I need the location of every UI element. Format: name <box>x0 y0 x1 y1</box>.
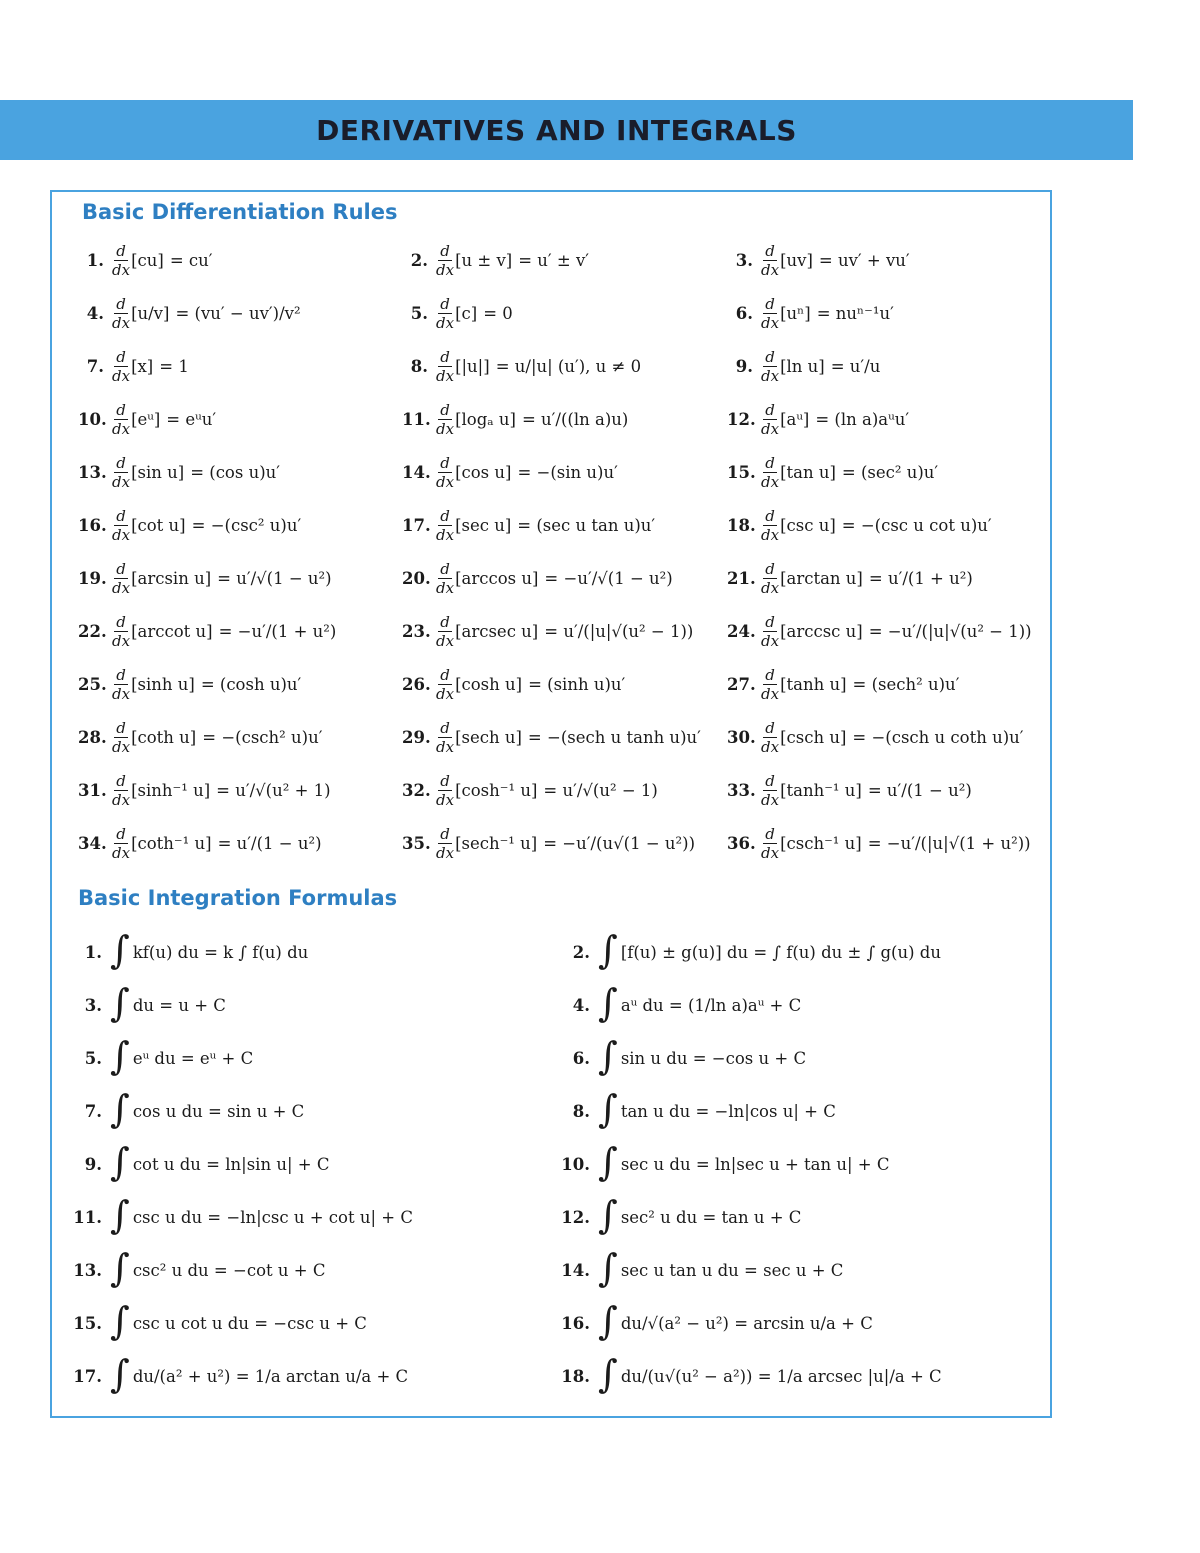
rule-rhs: = −(csc² u)u′ <box>191 515 302 535</box>
d-dx-operator: d dx <box>436 506 455 544</box>
rule-lhs: [arcsec u] <box>455 621 539 641</box>
integral-sign-icon: ∫ <box>110 928 130 972</box>
rule-number: 1. <box>86 250 104 270</box>
rule-number: 14. <box>561 1260 590 1280</box>
integral-expression: du = u + C <box>132 995 226 1015</box>
rule-number: 2. <box>410 250 428 270</box>
rule-number: 9. <box>735 356 753 376</box>
d-dx-operator: d dx <box>436 771 455 809</box>
rule-number: 36. <box>727 833 756 853</box>
diff-rule-14 <box>402 448 618 496</box>
rule-rhs: = (sinh u)u′ <box>528 674 626 694</box>
int-rule-9 <box>72 1138 329 1190</box>
rule-lhs: [cosh u] <box>455 674 523 694</box>
int-rule-1 <box>72 926 308 978</box>
diff-rule-5 <box>402 289 513 337</box>
integral-sign-icon: ∫ <box>598 1140 618 1184</box>
integral-expression: sec u tan u du = sec u + C <box>620 1260 844 1280</box>
page-title: DERIVATIVES AND INTEGRALS <box>316 113 797 147</box>
rule-number: 10. <box>78 409 107 429</box>
rule-rhs: = (vu′ − uv′)/v² <box>175 303 301 323</box>
rule-number: 32. <box>402 780 431 800</box>
rule-number: 16. <box>561 1313 590 1333</box>
rule-number: 25. <box>78 674 107 694</box>
int-rule-13 <box>72 1244 325 1296</box>
rule-number: 16. <box>78 515 107 535</box>
d-dx-operator: d dx <box>112 506 131 544</box>
integral-expression: du/(a² + u²) = 1/a arctan u/a + C <box>132 1366 409 1386</box>
d-dx-operator: d dx <box>761 824 780 862</box>
d-dx-operator: d dx <box>112 400 131 438</box>
integral-expression: csc u du = −ln|csc u + cot u| + C <box>132 1207 413 1227</box>
diff-rule-1 <box>78 236 213 284</box>
rule-lhs: [u ± v] <box>455 250 513 270</box>
rule-rhs: = −u′/(|u|√(u² − 1)) <box>868 621 1032 641</box>
diff-rule-34 <box>78 819 322 867</box>
rule-rhs: = u′/√(u² − 1) <box>543 780 658 800</box>
rule-rhs: = −(csch² u)u′ <box>202 727 323 747</box>
diff-rule-24 <box>727 607 1032 655</box>
integral-expression: sec u du = ln|sec u + tan u| + C <box>620 1154 890 1174</box>
title-banner <box>0 100 1133 160</box>
rule-number: 8. <box>572 1101 590 1121</box>
rule-lhs: [ln u] <box>780 356 825 376</box>
integral-sign-icon: ∫ <box>598 1193 618 1237</box>
diff-rule-8 <box>402 342 641 390</box>
int-rule-10 <box>560 1138 890 1190</box>
rule-number: 9. <box>84 1154 102 1174</box>
rule-number: 3. <box>735 250 753 270</box>
d-dx-operator: d dx <box>761 241 780 279</box>
rule-lhs: [coth⁻¹ u] <box>131 833 212 853</box>
diff-rule-22 <box>78 607 336 655</box>
integral-expression: cot u du = ln|sin u| + C <box>132 1154 330 1174</box>
rule-rhs: = u′/(|u|√(u² − 1)) <box>544 621 694 641</box>
rule-number: 24. <box>727 621 756 641</box>
diff-rule-10 <box>78 395 216 443</box>
rule-number: 5. <box>410 303 428 323</box>
rule-number: 8. <box>410 356 428 376</box>
integral-expression: tan u du = −ln|cos u| + C <box>620 1101 836 1121</box>
diff-rule-25 <box>78 660 301 708</box>
d-dx-operator: d dx <box>112 771 131 809</box>
d-dx-operator: d dx <box>112 294 131 332</box>
rule-number: 6. <box>735 303 753 323</box>
rule-number: 15. <box>73 1313 102 1333</box>
rule-rhs: = (ln a)aᵘu′ <box>815 409 910 429</box>
rule-lhs: [coth u] <box>131 727 197 747</box>
diff-rule-13 <box>78 448 280 496</box>
diff-rule-20 <box>402 554 673 602</box>
d-dx-operator: d dx <box>761 400 780 438</box>
rule-number: 29. <box>402 727 431 747</box>
d-dx-operator: d dx <box>761 771 780 809</box>
int-rule-17 <box>72 1350 408 1402</box>
rule-lhs: [arctan u] <box>780 568 863 588</box>
diff-rule-2 <box>402 236 589 284</box>
rule-number: 13. <box>78 462 107 482</box>
diff-rule-28 <box>78 713 322 761</box>
integral-expression: cos u du = sin u + C <box>132 1101 305 1121</box>
rule-number: 27. <box>727 674 756 694</box>
rule-rhs: = u′/((ln a)u) <box>521 409 629 429</box>
rule-lhs: [arccos u] <box>455 568 539 588</box>
rule-rhs: = −(sech u tanh u)u′ <box>527 727 701 747</box>
int-rule-11 <box>72 1191 413 1243</box>
diff-rule-19 <box>78 554 332 602</box>
int-rule-16 <box>560 1297 873 1349</box>
integral-sign-icon: ∫ <box>598 1299 618 1343</box>
rule-number: 28. <box>78 727 107 747</box>
diff-rule-26 <box>402 660 625 708</box>
diff-rule-16 <box>78 501 301 549</box>
rule-lhs: [sin u] <box>131 462 185 482</box>
rule-rhs: = cu′ <box>169 250 213 270</box>
integral-expression: sin u du = −cos u + C <box>620 1048 807 1068</box>
integral-sign-icon: ∫ <box>598 1352 618 1396</box>
rule-lhs: [c] <box>455 303 478 323</box>
diff-heading: Basic Differentiation Rules <box>82 200 398 224</box>
integral-expression: du/(u√(u² − a²)) = 1/a arcsec |u|/a + C <box>620 1366 942 1386</box>
diff-rule-29 <box>402 713 701 761</box>
integral-expression: eᵘ du = eᵘ + C <box>132 1048 254 1068</box>
rule-number: 11. <box>402 409 431 429</box>
integral-sign-icon: ∫ <box>110 1193 130 1237</box>
d-dx-operator: d dx <box>436 665 455 703</box>
diff-rule-11 <box>402 395 628 443</box>
rule-rhs: = uv′ + vu′ <box>818 250 910 270</box>
int-rule-7 <box>72 1085 304 1137</box>
diff-rule-32 <box>402 766 658 814</box>
d-dx-operator: d dx <box>761 718 780 756</box>
rule-number: 35. <box>402 833 431 853</box>
rule-number: 30. <box>727 727 756 747</box>
rule-lhs: [|u|] <box>455 356 490 376</box>
d-dx-operator: d dx <box>761 453 780 491</box>
rule-lhs: [sinh⁻¹ u] <box>131 780 211 800</box>
rule-rhs: = −(sin u)u′ <box>517 462 618 482</box>
integral-sign-icon: ∫ <box>110 1299 130 1343</box>
integral-sign-icon: ∫ <box>110 1034 130 1078</box>
rule-number: 15. <box>727 462 756 482</box>
rule-number: 17. <box>402 515 431 535</box>
diff-rule-17 <box>402 501 655 549</box>
integral-sign-icon: ∫ <box>110 1246 130 1290</box>
d-dx-operator: d dx <box>436 347 455 385</box>
rule-rhs: = u′/(1 + u²) <box>868 568 973 588</box>
integral-expression: [f(u) ± g(u)] du = ∫ f(u) du ± ∫ g(u) du <box>620 942 941 962</box>
diff-rule-12 <box>727 395 909 443</box>
rule-lhs: [logₐ u] <box>455 409 516 429</box>
rule-rhs: = (sec² u)u′ <box>841 462 939 482</box>
rule-number: 20. <box>402 568 431 588</box>
integral-expression: aᵘ du = (1/ln a)aᵘ + C <box>620 995 802 1015</box>
rule-number: 2. <box>572 942 590 962</box>
rule-rhs: = u/|u| (u′), u ≠ 0 <box>495 356 642 376</box>
d-dx-operator: d dx <box>436 824 455 862</box>
int-rule-2 <box>560 926 941 978</box>
rule-number: 26. <box>402 674 431 694</box>
integral-expression: sec² u du = tan u + C <box>620 1207 802 1227</box>
int-rule-5 <box>72 1032 253 1084</box>
int-rule-4 <box>560 979 801 1031</box>
integral-expression: csc u cot u du = −csc u + C <box>132 1313 367 1333</box>
integral-sign-icon: ∫ <box>110 981 130 1025</box>
rule-rhs: = u′/√(1 − u²) <box>217 568 332 588</box>
rule-rhs: = u′/(1 − u²) <box>867 780 972 800</box>
d-dx-operator: d dx <box>112 453 131 491</box>
diff-rule-6 <box>727 289 894 337</box>
integral-sign-icon: ∫ <box>598 981 618 1025</box>
rule-lhs: [arcsin u] <box>131 568 212 588</box>
integral-sign-icon: ∫ <box>598 1246 618 1290</box>
rule-number: 4. <box>86 303 104 323</box>
rule-rhs: = u′ ± v′ <box>518 250 590 270</box>
rule-number: 22. <box>78 621 107 641</box>
rule-lhs: [sech u] <box>455 727 522 747</box>
diff-rule-3 <box>727 236 910 284</box>
rule-lhs: [arccsc u] <box>780 621 863 641</box>
d-dx-operator: d dx <box>761 559 780 597</box>
rule-lhs: [arccot u] <box>131 621 213 641</box>
rule-number: 7. <box>84 1101 102 1121</box>
d-dx-operator: d dx <box>436 241 455 279</box>
integral-sign-icon: ∫ <box>110 1352 130 1396</box>
rule-number: 34. <box>78 833 107 853</box>
d-dx-operator: d dx <box>112 718 131 756</box>
d-dx-operator: d dx <box>436 612 455 650</box>
rule-rhs: = −(csch u coth u)u′ <box>852 727 1024 747</box>
d-dx-operator: d dx <box>112 347 131 385</box>
int-rule-3 <box>72 979 226 1031</box>
d-dx-operator: d dx <box>436 718 455 756</box>
int-rule-18 <box>560 1350 942 1402</box>
rule-rhs: = u′/√(u² + 1) <box>216 780 331 800</box>
rule-lhs: [x] <box>131 356 154 376</box>
rule-number: 6. <box>572 1048 590 1068</box>
d-dx-operator: d dx <box>761 612 780 650</box>
d-dx-operator: d dx <box>112 559 131 597</box>
rule-number: 21. <box>727 568 756 588</box>
rule-number: 13. <box>73 1260 102 1280</box>
rule-number: 33. <box>727 780 756 800</box>
diff-rule-18 <box>727 501 992 549</box>
diff-rule-7 <box>78 342 189 390</box>
rule-number: 18. <box>727 515 756 535</box>
diff-rule-4 <box>78 289 301 337</box>
d-dx-operator: d dx <box>112 824 131 862</box>
rule-rhs: = 1 <box>159 356 189 376</box>
rule-rhs: = nuⁿ⁻¹u′ <box>816 303 894 323</box>
rule-lhs: [uv] <box>780 250 813 270</box>
d-dx-operator: d dx <box>761 506 780 544</box>
rule-lhs: [aᵘ] <box>780 409 810 429</box>
rule-rhs: = −u′/(1 + u²) <box>218 621 337 641</box>
rule-rhs: = −(csc u cot u)u′ <box>841 515 992 535</box>
rule-rhs: = (sech² u)u′ <box>852 674 960 694</box>
integral-expression: du/√(a² − u²) = arcsin u/a + C <box>620 1313 873 1333</box>
rule-rhs: = u′/u <box>830 356 881 376</box>
integral-sign-icon: ∫ <box>598 1034 618 1078</box>
rule-rhs: = 0 <box>483 303 513 323</box>
rule-lhs: [u/v] <box>131 303 170 323</box>
rule-number: 14. <box>402 462 431 482</box>
rule-lhs: [sech⁻¹ u] <box>455 833 538 853</box>
rule-lhs: [sec u] <box>455 515 512 535</box>
rule-number: 1. <box>84 942 102 962</box>
rule-lhs: [csc u] <box>780 515 836 535</box>
diff-rule-30 <box>727 713 1024 761</box>
integral-sign-icon: ∫ <box>598 1087 618 1131</box>
rule-lhs: [uⁿ] <box>780 303 811 323</box>
rule-lhs: [tanh⁻¹ u] <box>780 780 862 800</box>
diff-rule-21 <box>727 554 973 602</box>
rule-number: 4. <box>572 995 590 1015</box>
d-dx-operator: d dx <box>436 400 455 438</box>
rule-lhs: [cos u] <box>455 462 512 482</box>
d-dx-operator: d dx <box>436 559 455 597</box>
rule-number: 23. <box>402 621 431 641</box>
int-rule-8 <box>560 1085 836 1137</box>
d-dx-operator: d dx <box>112 241 131 279</box>
integral-expression: kf(u) du = k ∫ f(u) du <box>132 942 309 962</box>
int-rule-14 <box>560 1244 843 1296</box>
diff-rule-35 <box>402 819 695 867</box>
diff-rule-31 <box>78 766 331 814</box>
integral-sign-icon: ∫ <box>598 928 618 972</box>
int-rule-15 <box>72 1297 367 1349</box>
rule-lhs: [cot u] <box>131 515 186 535</box>
rule-rhs: = (cos u)u′ <box>190 462 281 482</box>
integral-sign-icon: ∫ <box>110 1087 130 1131</box>
int-rule-6 <box>560 1032 806 1084</box>
d-dx-operator: d dx <box>761 665 780 703</box>
diff-rule-36 <box>727 819 1031 867</box>
d-dx-operator: d dx <box>761 294 780 332</box>
rule-rhs: = (sec u tan u)u′ <box>517 515 656 535</box>
d-dx-operator: d dx <box>436 453 455 491</box>
rule-rhs: = −u′/√(1 − u²) <box>544 568 673 588</box>
rule-number: 3. <box>84 995 102 1015</box>
integral-sign-icon: ∫ <box>110 1140 130 1184</box>
rule-number: 5. <box>84 1048 102 1068</box>
rule-lhs: [cosh⁻¹ u] <box>455 780 538 800</box>
diff-rule-33 <box>727 766 972 814</box>
d-dx-operator: d dx <box>436 294 455 332</box>
rule-number: 19. <box>78 568 107 588</box>
d-dx-operator: d dx <box>112 665 131 703</box>
rule-rhs: = −u′/(u√(1 − u²)) <box>543 833 696 853</box>
rule-lhs: [cu] <box>131 250 164 270</box>
diff-rule-27 <box>727 660 959 708</box>
rule-rhs: = (cosh u)u′ <box>200 674 302 694</box>
rule-lhs: [tanh u] <box>780 674 847 694</box>
diff-rule-15 <box>727 448 938 496</box>
rule-rhs: = −u′/(|u|√(1 + u²)) <box>867 833 1031 853</box>
rule-number: 10. <box>561 1154 590 1174</box>
rule-number: 12. <box>561 1207 590 1227</box>
rule-number: 11. <box>73 1207 102 1227</box>
diff-rule-23 <box>402 607 693 655</box>
integral-expression: csc² u du = −cot u + C <box>132 1260 326 1280</box>
rule-lhs: [csch u] <box>780 727 847 747</box>
rule-number: 31. <box>78 780 107 800</box>
int-rule-12 <box>560 1191 801 1243</box>
rule-lhs: [tan u] <box>780 462 836 482</box>
d-dx-operator: d dx <box>112 612 131 650</box>
diff-rule-9 <box>727 342 880 390</box>
rule-rhs: = eᵘu′ <box>166 409 217 429</box>
rule-rhs: = u′/(1 − u²) <box>217 833 322 853</box>
rule-lhs: [eᵘ] <box>131 409 161 429</box>
int-heading: Basic Integration Formulas <box>78 886 398 910</box>
rule-number: 17. <box>73 1366 102 1386</box>
rule-number: 7. <box>86 356 104 376</box>
rule-number: 12. <box>727 409 756 429</box>
d-dx-operator: d dx <box>761 347 780 385</box>
rule-lhs: [sinh u] <box>131 674 195 694</box>
rule-number: 18. <box>561 1366 590 1386</box>
rule-lhs: [csch⁻¹ u] <box>780 833 862 853</box>
